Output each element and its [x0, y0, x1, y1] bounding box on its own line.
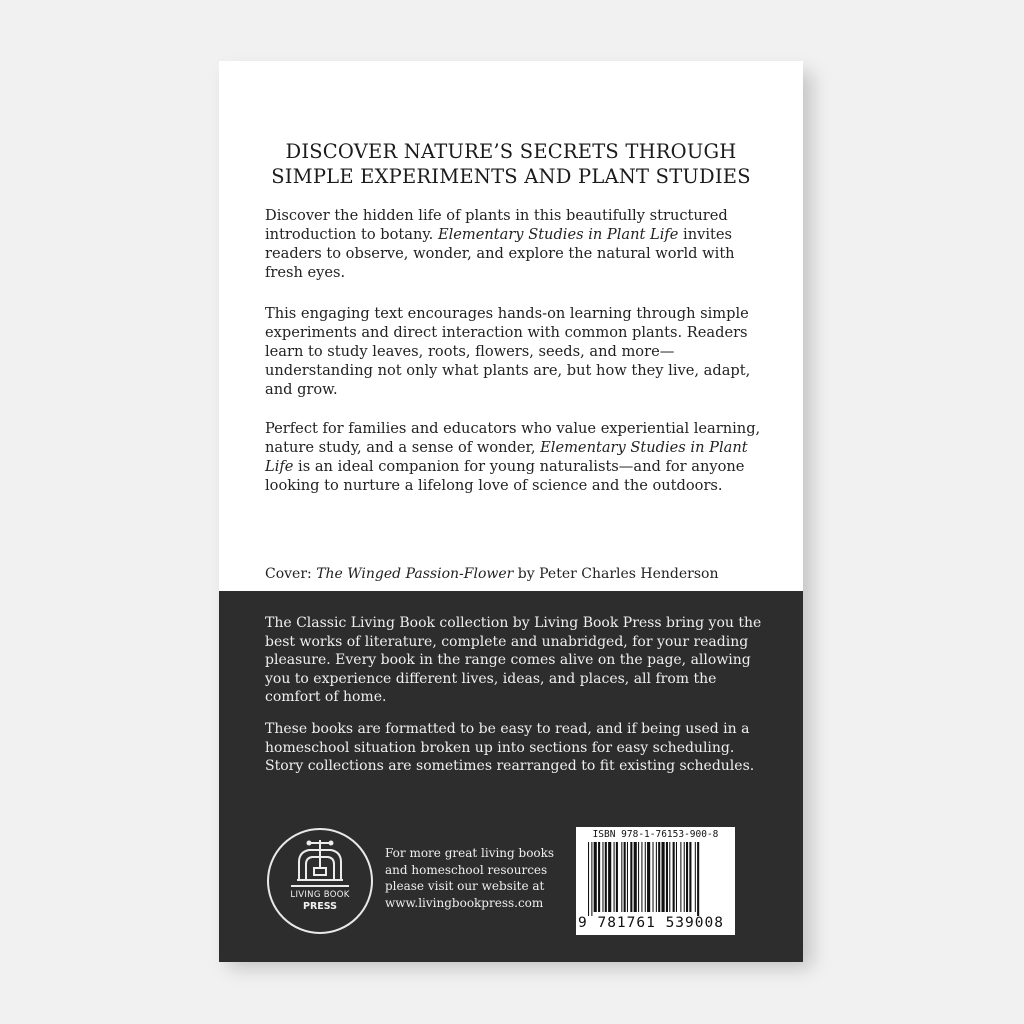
barcode-bar: [598, 842, 600, 912]
barcode-bar: [689, 842, 691, 912]
promo-line-2: and homeschool resources: [385, 862, 548, 877]
logo-text-line-2: PRESS: [302, 901, 338, 912]
barcode-bar: [627, 842, 628, 912]
barcode-bar: [697, 842, 699, 916]
barcode-bar: [638, 842, 639, 912]
barcode-bar: [630, 842, 632, 912]
barcode-bar: [614, 842, 615, 912]
cover-artwork-title: The Winged Passion-Flower: [316, 566, 514, 582]
printing-press-icon: [269, 830, 371, 932]
barcode-bar: [594, 842, 597, 912]
paragraph-1-text-a: Discover the hidden life of plants in this beautifully structured introduction to botany.: [265, 207, 728, 243]
barcode-bar: [616, 842, 618, 912]
barcode-bar: [621, 842, 622, 912]
barcode-bar: [686, 842, 688, 912]
barcode-bar: [684, 842, 685, 912]
barcode-bar: [624, 842, 626, 912]
publisher-logo: [267, 828, 373, 934]
description-paragraph-1: [265, 206, 765, 282]
publisher-paragraph-2: These books are formatted to be easy to read, and if being used in a homeschool situation broken up into sections for easy scheduling. Story collections are sometimes rearranged to fit existing schedules.: [265, 721, 755, 774]
cover-credit: [265, 566, 719, 582]
barcode-bar: [656, 842, 657, 912]
barcode-bar: [695, 842, 696, 912]
headline-line-2: SIMPLE EXPERIMENTS AND PLANT STUDIES: [271, 165, 751, 188]
website-promo: [385, 845, 585, 911]
cover-credit-prefix: Cover:: [265, 566, 317, 582]
description-paragraph-3: [265, 419, 765, 495]
book-title-italic: Elementary Studies in Plant Life: [265, 439, 748, 475]
isbn-barcode: [576, 827, 735, 935]
barcode-bar: [634, 842, 637, 912]
barcode-bar: [591, 842, 592, 916]
barcode-bar: [662, 842, 665, 912]
barcode-bar: [647, 842, 650, 912]
barcode-bar: [680, 842, 681, 912]
paragraph-3-text-b: is an ideal companion for young naturalists—and for anyone looking to nurture a lifelong love of science and the outdoors.: [265, 458, 745, 494]
barcode-bar: [588, 842, 589, 916]
barcode-bar: [676, 842, 677, 912]
barcode-bar: [666, 842, 668, 912]
promo-line-3: please visit our website at: [385, 879, 545, 893]
book-title-italic: Elementary Studies in Plant Life: [437, 226, 679, 243]
isbn-label: ISBN 978-1-76153-900-8: [592, 829, 719, 840]
barcode-bar: [669, 842, 670, 912]
headline-line-1: DISCOVER NATURE’S SECRETS THROUGH: [285, 140, 737, 163]
barcode-bar: [658, 842, 660, 912]
promo-line-1: For more great living books: [385, 846, 555, 860]
barcode-bar: [602, 842, 603, 912]
cover-credit-artist: by Peter Charles Henderson: [513, 566, 719, 582]
barcode-number: 9 781761 539008: [578, 915, 724, 931]
cover-headline: [219, 139, 803, 189]
barcode-bar: [673, 842, 675, 912]
barcode-bar: [608, 842, 611, 912]
paragraph-1-text-b: invites readers to observe, wonder, and explore the natural world with fresh eyes.: [265, 226, 735, 281]
publisher-panel: [219, 591, 803, 962]
paragraph-3-text-a: Perfect for families and educators who value experiential learning, nature study, and a sense of wonder,: [265, 420, 761, 456]
logo-text-line-1: LIVING BOOK: [290, 890, 350, 900]
barcode-bar: [605, 842, 607, 912]
barcode-bar: [653, 842, 654, 912]
barcode-bar: [645, 842, 646, 912]
publisher-paragraph-1: The Classic Living Book collection by Living Book Press bring you the best works of literature, complete and unabridged, for your reading pleasure. Every book in the range comes alive on the page, allowing you to experience different lives, ideas, and places, all from the comfort of home.: [265, 615, 762, 705]
barcode-bar: [641, 842, 642, 912]
description-paragraph-2: This engaging text encourages hands-on learning through simple experiments and direct interaction with common plants. Readers learn to study leaves, roots, flowers, seeds, and more—understanding not only what plants are, but how they live, adapt, and grow.: [265, 305, 751, 398]
website-url: www.livingbookpress.com: [385, 895, 544, 910]
book-back-cover: [219, 61, 803, 962]
